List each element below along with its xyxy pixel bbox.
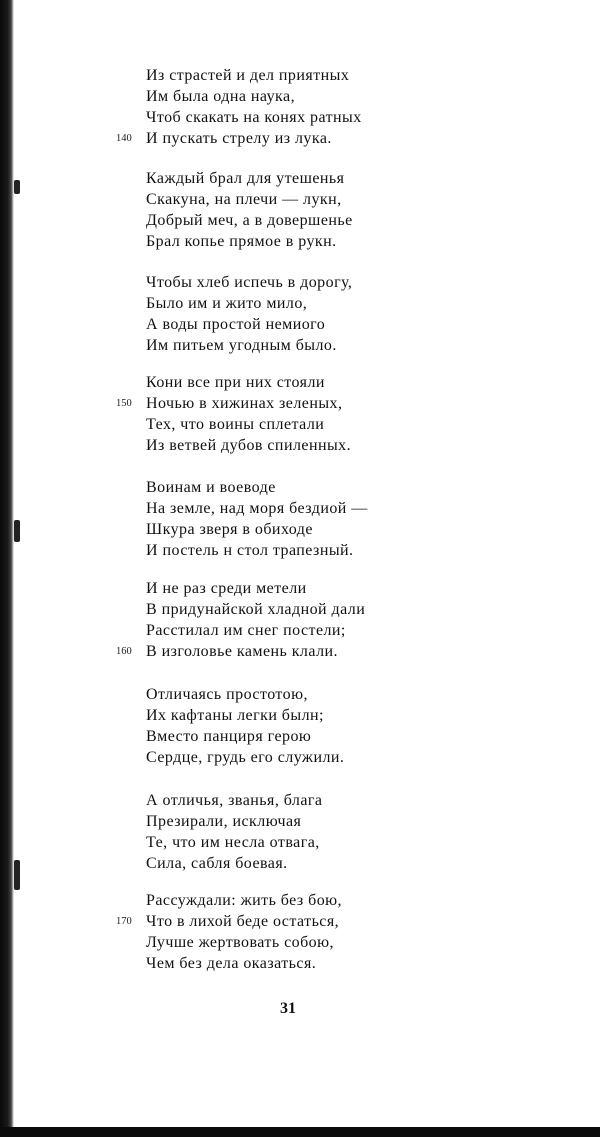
poem-line	[146, 684, 586, 705]
line-text: Лучше жертвовать собою,	[146, 934, 334, 951]
line-text: Им была одна наука,	[146, 88, 296, 105]
line-text: На земле, над моря бездиой —	[146, 500, 368, 517]
poem-line	[116, 128, 586, 149]
line-text: Шкура зверя в обиходе	[146, 521, 313, 538]
line-text: Чтоб скакать на конях ратных	[146, 109, 362, 126]
poem-line	[146, 599, 586, 620]
poem-line	[146, 620, 586, 641]
poem-line	[146, 932, 586, 953]
line-text: Чем без дела оказаться.	[146, 955, 317, 972]
line-text: И постель н стол трапезный.	[146, 542, 354, 559]
poem-line	[146, 231, 586, 252]
poem-line	[146, 272, 586, 293]
poem-line	[146, 414, 586, 435]
stanza	[116, 578, 586, 662]
line-text: Те, что им несла отвага,	[146, 834, 320, 851]
line-text: Скакуна, на плечи — лукн,	[146, 191, 342, 208]
line-text: Их кафтаны легки былн;	[146, 707, 324, 724]
poem-line	[146, 335, 586, 356]
stanza	[146, 477, 586, 561]
poem-line	[116, 393, 586, 414]
line-text: В придунайской хладной дали	[146, 601, 366, 618]
poem-line	[146, 726, 586, 747]
stanza	[116, 890, 586, 974]
line-text: Воинам и воеводе	[146, 479, 276, 496]
poem-line	[146, 372, 586, 393]
poem-line	[146, 853, 586, 874]
poem-line	[146, 65, 586, 86]
line-text: Было им и жито мило,	[146, 295, 308, 312]
poem-line	[116, 911, 586, 932]
poem-line	[146, 210, 586, 231]
line-text: Сила, сабля боевая.	[146, 855, 288, 872]
line-number: 140	[116, 133, 132, 144]
line-text: Ночью в хижинах зеленых,	[146, 395, 343, 412]
poem-line	[146, 747, 586, 768]
line-text: Презирали, исключая	[146, 813, 302, 830]
line-text: И не раз среди метели	[146, 580, 307, 597]
line-text: Рассуждали: жить без бою,	[146, 892, 343, 909]
line-text: Им питьем угодным было.	[146, 337, 337, 354]
poem-line	[146, 705, 586, 726]
line-text: Тех, что воины сплетали	[146, 416, 325, 433]
line-number: 170	[116, 916, 132, 927]
stanza	[146, 168, 586, 252]
stanza	[116, 372, 586, 456]
line-text: Отличаясь простотою,	[146, 686, 308, 703]
page-number: 31	[280, 1000, 296, 1017]
poem-line	[146, 519, 586, 540]
line-text: Чтобы хлеб испечь в дорогу,	[146, 274, 353, 291]
line-text: А воды простой немиого	[146, 316, 326, 333]
line-text: Из страстей и дел приятных	[146, 67, 350, 84]
poem-line	[146, 314, 586, 335]
stanza	[146, 790, 586, 874]
poem-line	[146, 890, 586, 911]
line-text: Что в лихой беде остаться,	[146, 913, 340, 930]
stanza	[116, 65, 586, 149]
line-number: 150	[116, 398, 132, 409]
stanza	[146, 684, 586, 768]
line-text: Расстилал им снег постели;	[146, 622, 346, 639]
line-text: А отличья, званья, блага	[146, 792, 323, 809]
poem-line	[146, 435, 586, 456]
line-text: Вместо панциря герою	[146, 728, 312, 745]
poem-line	[146, 498, 586, 519]
line-text: И пускать стрелу из лука.	[146, 130, 332, 147]
poem-line	[146, 578, 586, 599]
line-text: Добрый меч, а в довершенье	[146, 212, 353, 229]
stanza	[146, 272, 586, 356]
poem-line	[146, 107, 586, 128]
line-text: Из ветвей дубов спиленных.	[146, 437, 352, 454]
poem-line	[116, 641, 586, 662]
line-number: 160	[116, 646, 132, 657]
poem-line	[146, 168, 586, 189]
line-text: В изголовье камень клали.	[146, 643, 338, 660]
poem-line	[146, 790, 586, 811]
poem-line	[146, 832, 586, 853]
poem-line	[146, 477, 586, 498]
poem-line	[146, 540, 586, 561]
line-text: Каждый брал для утешенья	[146, 170, 345, 187]
line-text: Брал копье прямое в рукн.	[146, 233, 337, 250]
line-text: Кони все при них стояли	[146, 374, 325, 391]
poem-line	[146, 293, 586, 314]
poem-line	[146, 811, 586, 832]
poem-line	[146, 953, 586, 974]
poem-line	[146, 86, 586, 107]
poem-line	[146, 189, 586, 210]
line-text: Сердце, грудь его служили.	[146, 749, 345, 766]
